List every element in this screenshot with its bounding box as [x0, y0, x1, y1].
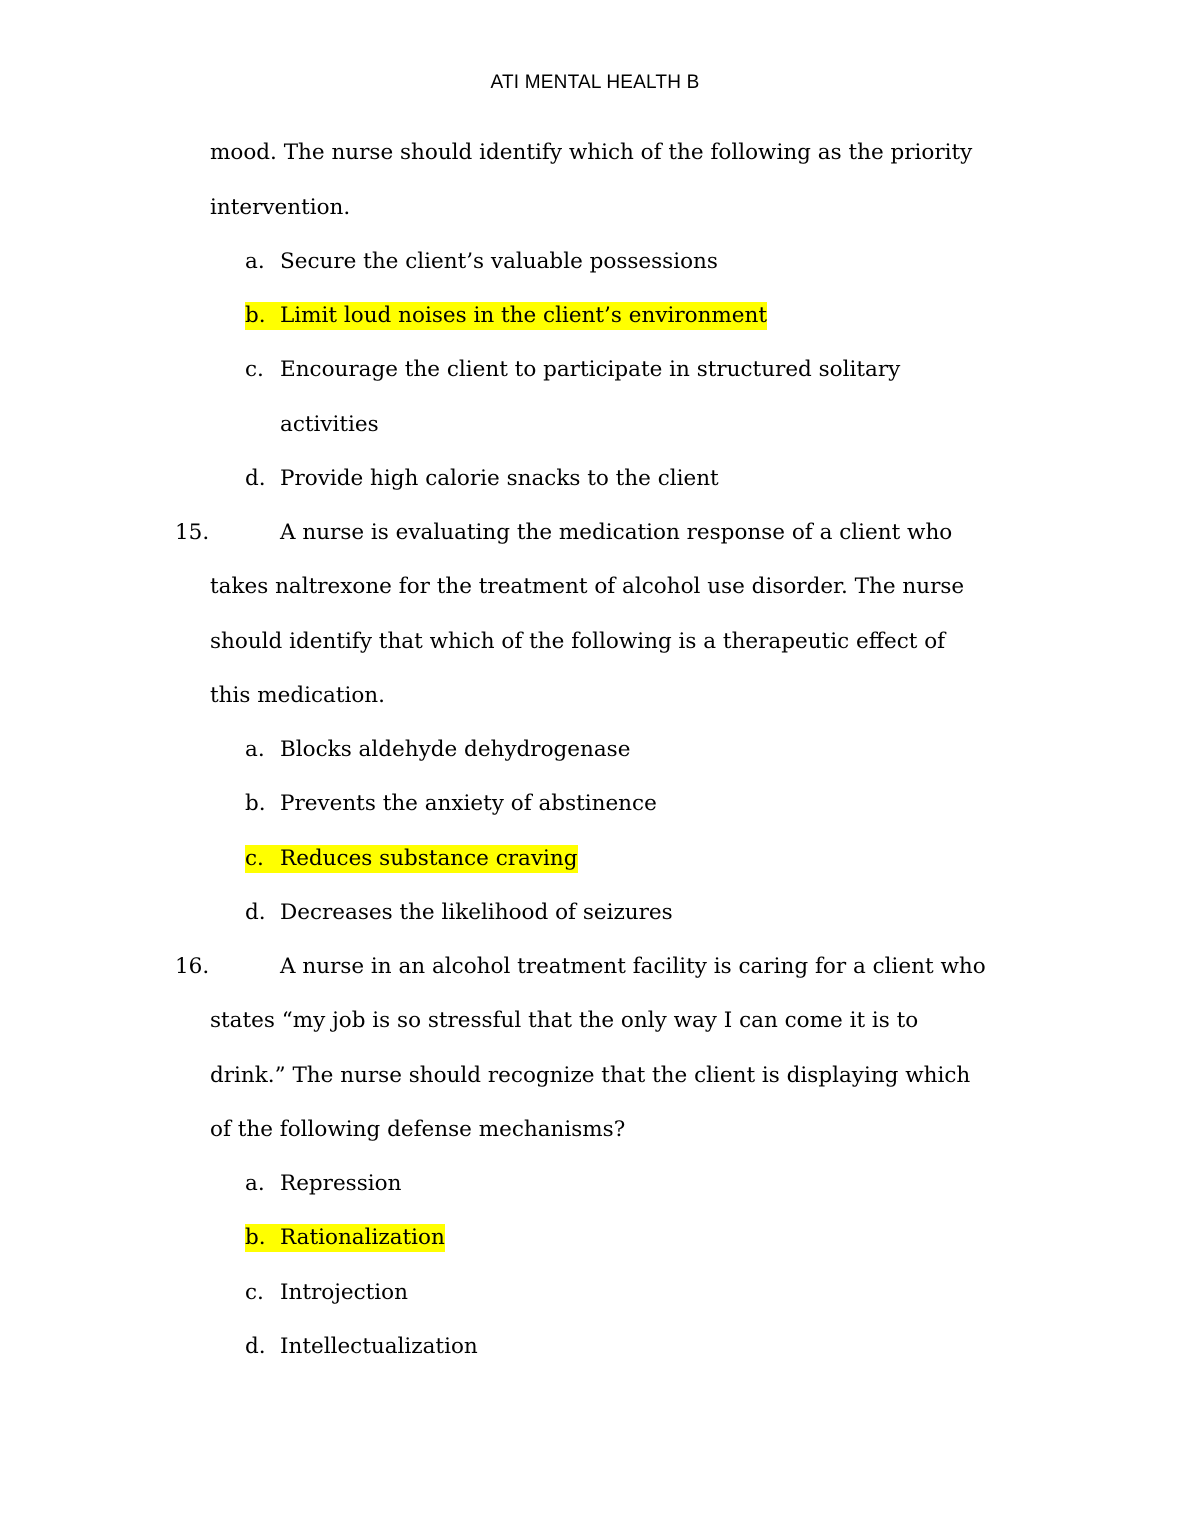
option-letter: c.: [245, 846, 264, 871]
option-letter: d.: [245, 1334, 266, 1359]
q14-option-c-continuation: activities: [280, 412, 379, 437]
q14-option-b-highlighted: [245, 302, 767, 330]
q16-option-d: [245, 1333, 478, 1361]
option-letter: d.: [245, 900, 266, 925]
q15-text-line: takes naltrexone for the treatment of alcohol use disorder. The nurse: [210, 574, 965, 599]
q15-option-c-highlighted: [245, 845, 578, 873]
option-letter: c.: [245, 357, 264, 382]
page-header: [0, 72, 1190, 94]
option-text: Provide high calorie snacks to the client: [280, 466, 719, 491]
option-text: Repression: [280, 1171, 402, 1196]
option-text: Prevents the anxiety of abstinence: [280, 791, 657, 816]
q15-number: 15.: [175, 520, 210, 545]
q16-option-a: [245, 1170, 401, 1198]
q14-text-line: intervention.: [210, 195, 351, 220]
q16-option-c: [245, 1279, 408, 1307]
q15-option-b: [245, 790, 657, 818]
option-text: Introjection: [280, 1280, 408, 1305]
option-text: Rationalization: [280, 1225, 445, 1250]
option-text: Reduces substance craving: [280, 846, 578, 871]
header-title: ATI MENTAL HEALTH B: [490, 72, 700, 93]
q16-text-line: states “my job is so stressful that the only way I can come it is to: [210, 1008, 919, 1033]
option-text: Intellectualization: [280, 1334, 478, 1359]
option-letter: a.: [245, 249, 265, 274]
q14-option-d: [245, 465, 719, 493]
option-letter: d.: [245, 466, 266, 491]
q16-first-line: A nurse in an alcohol treatment facility is caring for a client who: [280, 954, 986, 979]
option-text: Secure the client’s valuable possessions: [280, 249, 718, 274]
q16-text-line: of the following defense mechanisms?: [210, 1117, 626, 1142]
option-text: Limit loud noises in the client’s environment: [280, 303, 768, 328]
q15-text-line: this medication.: [210, 683, 385, 708]
option-letter: b.: [245, 303, 266, 328]
option-text: Encourage the client to participate in structured solitary: [280, 357, 901, 382]
option-letter: a.: [245, 737, 265, 762]
option-text: Decreases the likelihood of seizures: [280, 900, 673, 925]
q15-text-line: should identify that which of the following is a therapeutic effect of: [210, 629, 946, 654]
option-letter: a.: [245, 1171, 265, 1196]
q16-text-line: drink.” The nurse should recognize that the client is displaying which: [210, 1063, 971, 1088]
q15-first-line: A nurse is evaluating the medication response of a client who: [280, 520, 953, 545]
option-text: Blocks aldehyde dehydrogenase: [280, 737, 631, 762]
q14-text-line: mood. The nurse should identify which of the following as the priority: [210, 140, 973, 165]
option-letter: b.: [245, 791, 266, 816]
option-letter: c.: [245, 1280, 264, 1305]
q15-option-d: [245, 899, 673, 927]
q14-option-a: [245, 248, 718, 276]
option-letter: b.: [245, 1225, 266, 1250]
q16-option-b-highlighted: [245, 1224, 445, 1252]
q15-option-a: [245, 736, 630, 764]
q16-number: 16.: [175, 954, 210, 979]
q14-option-c: [245, 356, 900, 384]
